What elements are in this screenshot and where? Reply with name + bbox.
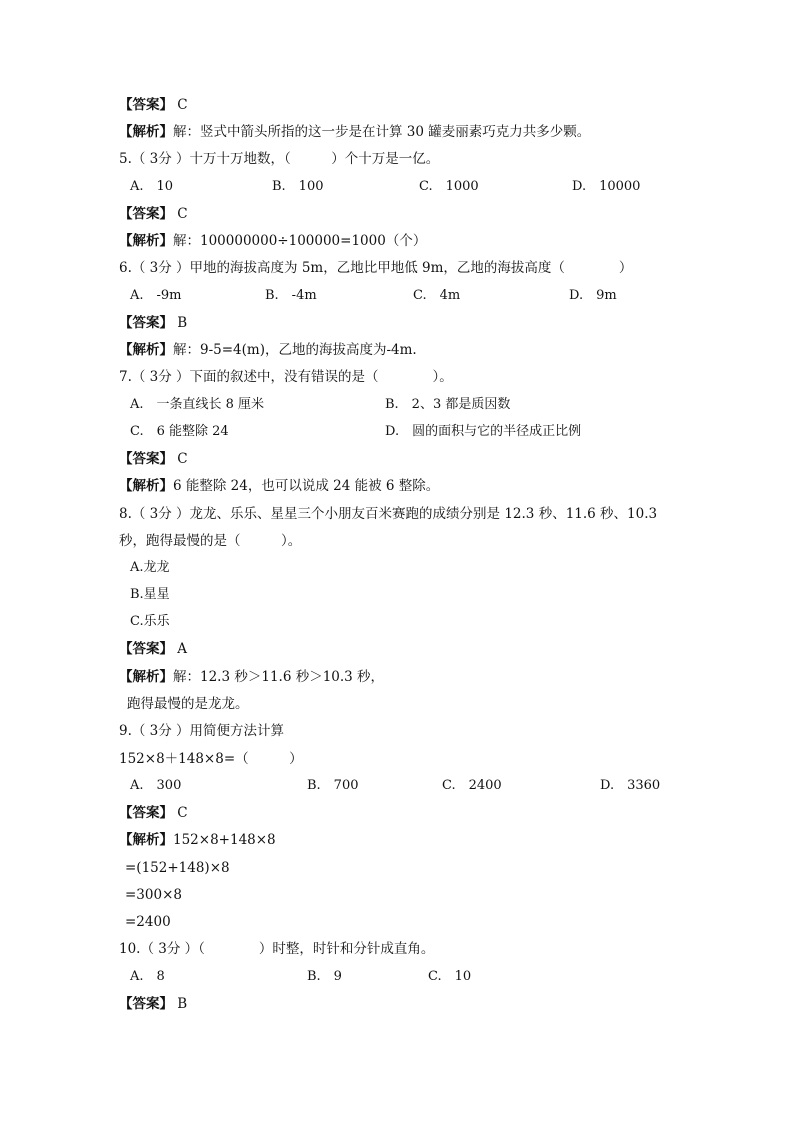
answer-value: A — [173, 641, 188, 657]
q8-stem-line1: 8.（ 3分 ）龙龙、乐乐、星星三个小朋友百米赛跑的成绩分别是 12.3 秒、11.6 秒、10.3 — [119, 506, 658, 522]
answer-value: C — [173, 97, 188, 113]
q10-option-a: A. 8 — [130, 969, 165, 984]
q9-expression: 152×8＋148×8=（ ） — [119, 751, 303, 767]
analysis-text: 解：9-5=4(m)，乙地的海拔高度为-4m. — [173, 342, 417, 358]
answer-value: B — [173, 315, 188, 331]
q6-option-b: B. -4m — [265, 288, 317, 303]
analysis-label: 【解析】 — [119, 832, 173, 848]
q10-stem: 10.（ 3分 ）（ ）时整，时针和分针成直角。 — [119, 941, 435, 957]
q6-analysis — [119, 341, 417, 359]
q4-analysis — [119, 123, 590, 141]
q7-option-a: A. 一条直线长 8 厘米 — [130, 397, 265, 412]
q6-stem: 6.（ 3分 ）甲地的海拔高度为 5m，乙地比甲地低 9m，乙地的海拔高度（ ） — [119, 260, 633, 276]
q9-option-a: A. 300 — [130, 778, 182, 793]
q5-analysis — [119, 232, 426, 250]
q9-option-b: B. 700 — [307, 778, 359, 793]
q8-option-a: A.龙龙 — [130, 560, 170, 575]
q9-option-c: C. 2400 — [442, 778, 502, 793]
analysis-text: 解：100000000÷100000=1000（个） — [173, 233, 427, 249]
q9-analysis — [119, 831, 276, 849]
answer-value: C — [173, 451, 188, 467]
q8-analysis — [119, 668, 384, 686]
q5-option-b: B. 100 — [272, 179, 324, 194]
answer-label: 【答案】 — [119, 451, 173, 467]
answer-value: C — [173, 206, 188, 222]
q8-analysis-line2: 跑得最慢的是龙龙。 — [127, 696, 249, 712]
q8-option-b: B.星星 — [130, 587, 170, 602]
q5-option-d: D. 10000 — [572, 179, 641, 194]
analysis-text: 6 能整除 24，也可以说成 24 能被 6 整除。 — [173, 478, 440, 494]
answer-label: 【答案】 — [119, 641, 173, 657]
q6-option-d: D. 9m — [569, 288, 617, 303]
answer-value: C — [173, 805, 188, 821]
q7-option-b: B. 2、3 都是质因数 — [385, 397, 511, 412]
answer-label: 【答案】 — [119, 805, 173, 821]
analysis-label: 【解析】 — [119, 478, 173, 494]
q9-answer — [119, 804, 188, 822]
analysis-label: 【解析】 — [119, 124, 173, 140]
q5-option-a: A. 10 — [130, 179, 174, 194]
q10-option-b: B. 9 — [307, 969, 342, 984]
q9-option-d: D. 3360 — [600, 778, 661, 793]
q5-option-c: C. 1000 — [419, 179, 479, 194]
q5-stem: 5.（ 3分 ）十万十万地数，（ ）个十万是一亿。 — [119, 151, 440, 167]
analysis-label: 【解析】 — [119, 233, 173, 249]
q6-option-c: C. 4m — [413, 288, 461, 303]
q4-answer — [119, 96, 188, 114]
analysis-label: 【解析】 — [119, 342, 173, 358]
answer-label: 【答案】 — [119, 996, 173, 1012]
answer-label: 【答案】 — [119, 97, 173, 113]
q5-answer — [119, 205, 188, 223]
q8-stem-line2: 秒，跑得最慢的是（ ）。 — [119, 533, 302, 549]
q7-option-c: C. 6 能整除 24 — [130, 424, 229, 439]
answer-label: 【答案】 — [119, 206, 173, 222]
q8-answer — [119, 640, 187, 658]
q8-option-c: C.乐乐 — [130, 614, 170, 629]
analysis-label: 【解析】 — [119, 669, 173, 685]
q10-option-c: C. 10 — [428, 969, 472, 984]
analysis-text: 152×8+148×8 — [173, 832, 276, 848]
answer-value: B — [173, 996, 188, 1012]
q7-answer — [119, 450, 188, 468]
q7-stem: 7.（ 3分 ）下面的叙述中，没有错误的是（ ）。 — [119, 369, 453, 385]
answer-label: 【答案】 — [119, 315, 173, 331]
q10-answer — [119, 995, 187, 1013]
analysis-text: 解：12.3 秒＞11.6 秒＞10.3 秒， — [173, 669, 385, 685]
q7-analysis — [119, 477, 439, 495]
q9-step-2: =300×8 — [125, 887, 182, 903]
q6-answer — [119, 314, 187, 332]
q7-option-d: D. 圆的面积与它的半径成正比例 — [385, 424, 582, 439]
q9-step-1: =(152+148)×8 — [125, 860, 230, 876]
q9-step-3: =2400 — [125, 914, 171, 930]
analysis-text: 解：竖式中箭头所指的这一步是在计算 30 罐麦丽素巧克力共多少颗。 — [173, 124, 591, 140]
q9-stem: 9.（ 3分 ）用简便方法计算 — [119, 723, 285, 739]
q6-option-a: A. -9m — [130, 288, 182, 303]
